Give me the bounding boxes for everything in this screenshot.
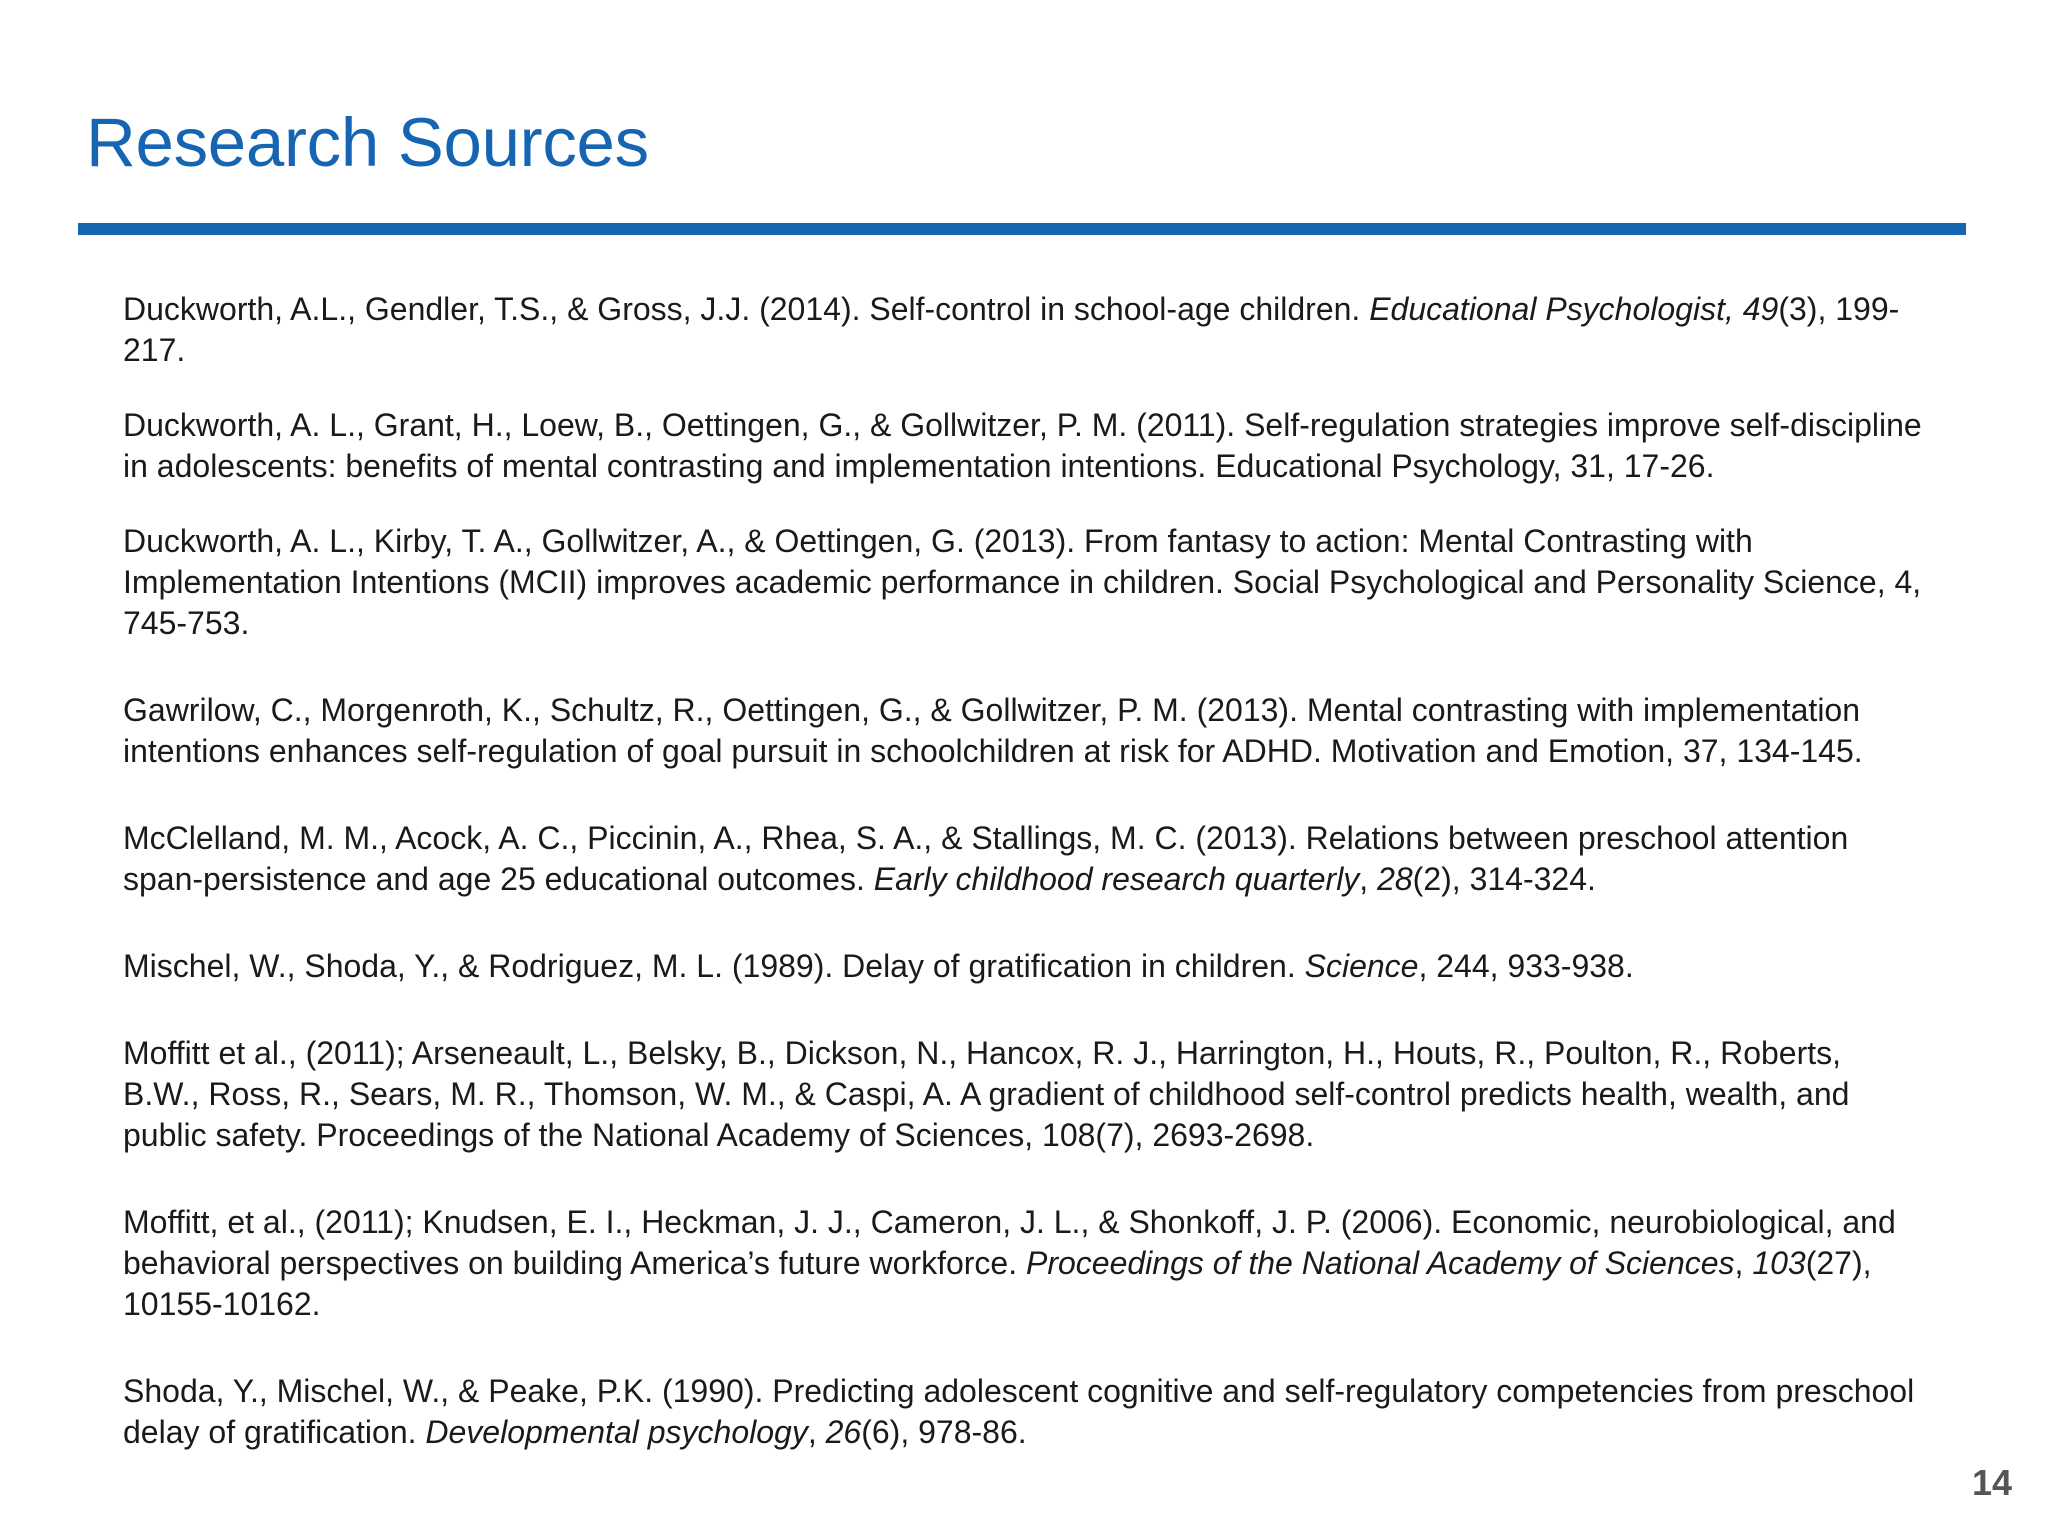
reference-text: , <box>807 1414 826 1450</box>
reference-journal: Developmental psychology <box>425 1414 808 1450</box>
reference-item <box>123 289 1923 371</box>
reference-item <box>123 405 1923 487</box>
reference-text: McClelland, M. M., Acock, A. C., Piccinin, A., Rhea, S. A., & Stallings, M. C. (2013). Relations between preschool attention span-persistence and age 25 educational outcomes. <box>123 820 1849 897</box>
reference-journal: Early childhood research quarterly <box>873 861 1360 897</box>
reference-volume: 26 <box>825 1414 862 1450</box>
reference-text: (27), 10155-10162. <box>123 1245 1872 1322</box>
reference-text: Duckworth, A.L., Gendler, T.S., & Gross, J.J. (2014). Self-control in school-age children. <box>123 291 1370 327</box>
reference-journal: Science <box>1304 948 1419 984</box>
reference-item <box>123 1033 1923 1156</box>
reference-text: Moffitt et al., (2011); Arseneault, L., Belsky, B., Dickson, N., Hancox, R. J., Harrington, H., Houts, R., Poulton, R., Roberts, B.W., Ross, R., Sears, M. R., Thomson, W. M., & Caspi, A. A gradient of childhood self-control predicts health, wealth, and public safety. Proceedings of the National Academy of Sciences, 108(7), 2693-2698. <box>123 1035 1850 1153</box>
page-number: 14 <box>1971 1462 2012 1503</box>
reference-text: (3), 199-217. <box>123 291 1900 368</box>
reference-text: , 244, 933-938. <box>1418 948 1634 984</box>
reference-item <box>123 818 1923 900</box>
reference-text: (2), 314-324. <box>1412 861 1596 897</box>
reference-text: (6), 978-86. <box>861 1414 1027 1450</box>
reference-text: Moffitt, et al., (2011); Knudsen, E. I., Heckman, J. J., Cameron, J. L., & Shonkoff, J. P. (2006). Economic, neurobiological, and behavioral perspectives on building America’s future workforce. <box>123 1204 1896 1281</box>
reference-volume: 28 <box>1377 861 1413 897</box>
reference-text: Duckworth, A. L., Kirby, T. A., Gollwitzer, A., & Oettingen, G. (2013). From fantasy to action: Mental Contrasting with Implementation Intentions (MCII) improves academic performance in children. Social Psychological and Personality Science, 4, 745-753. <box>123 523 1922 641</box>
reference-list <box>123 289 1923 1453</box>
reference-item <box>123 521 1923 644</box>
reference-journal: Proceedings of the National Academy of Sciences <box>1025 1245 1735 1281</box>
reference-text: , <box>1734 1245 1753 1281</box>
reference-text: Duckworth, A. L., Grant, H., Loew, B., Oettingen, G., & Gollwitzer, P. M. (2011). Self-regulation strategies improve self-discipline in adolescents: benefits of mental contrasting and implementation intentions. Educational Psychology, 31, 17-26. <box>123 407 1922 484</box>
reference-item <box>123 1202 1923 1325</box>
reference-text: Shoda, Y., Mischel, W., & Peake, P.K. (1990). Predicting adolescent cognitive and self-regulatory competencies from preschool delay of gratification. <box>123 1373 1915 1450</box>
slide-title: Research Sources <box>86 104 649 181</box>
reference-text: Gawrilow, C., Morgenroth, K., Schultz, R., Oettingen, G., & Gollwitzer, P. M. (2013). Mental contrasting with implementation intentions enhances self-regulation of goal pursuit in schoolchildren at risk for ADHD. Motivation and Emotion, 37, 134-145. <box>123 692 1863 769</box>
reference-item <box>123 1371 1923 1453</box>
reference-volume: 103 <box>1752 1245 1806 1281</box>
reference-journal: Educational Psychologist, 49 <box>1369 291 1779 327</box>
reference-item <box>123 946 1923 987</box>
reference-text: Mischel, W., Shoda, Y., & Rodriguez, M. L. (1989). Delay of gratification in children. <box>123 948 1305 984</box>
title-underline <box>78 223 1966 235</box>
reference-item <box>123 690 1923 772</box>
reference-text: , <box>1359 861 1378 897</box>
